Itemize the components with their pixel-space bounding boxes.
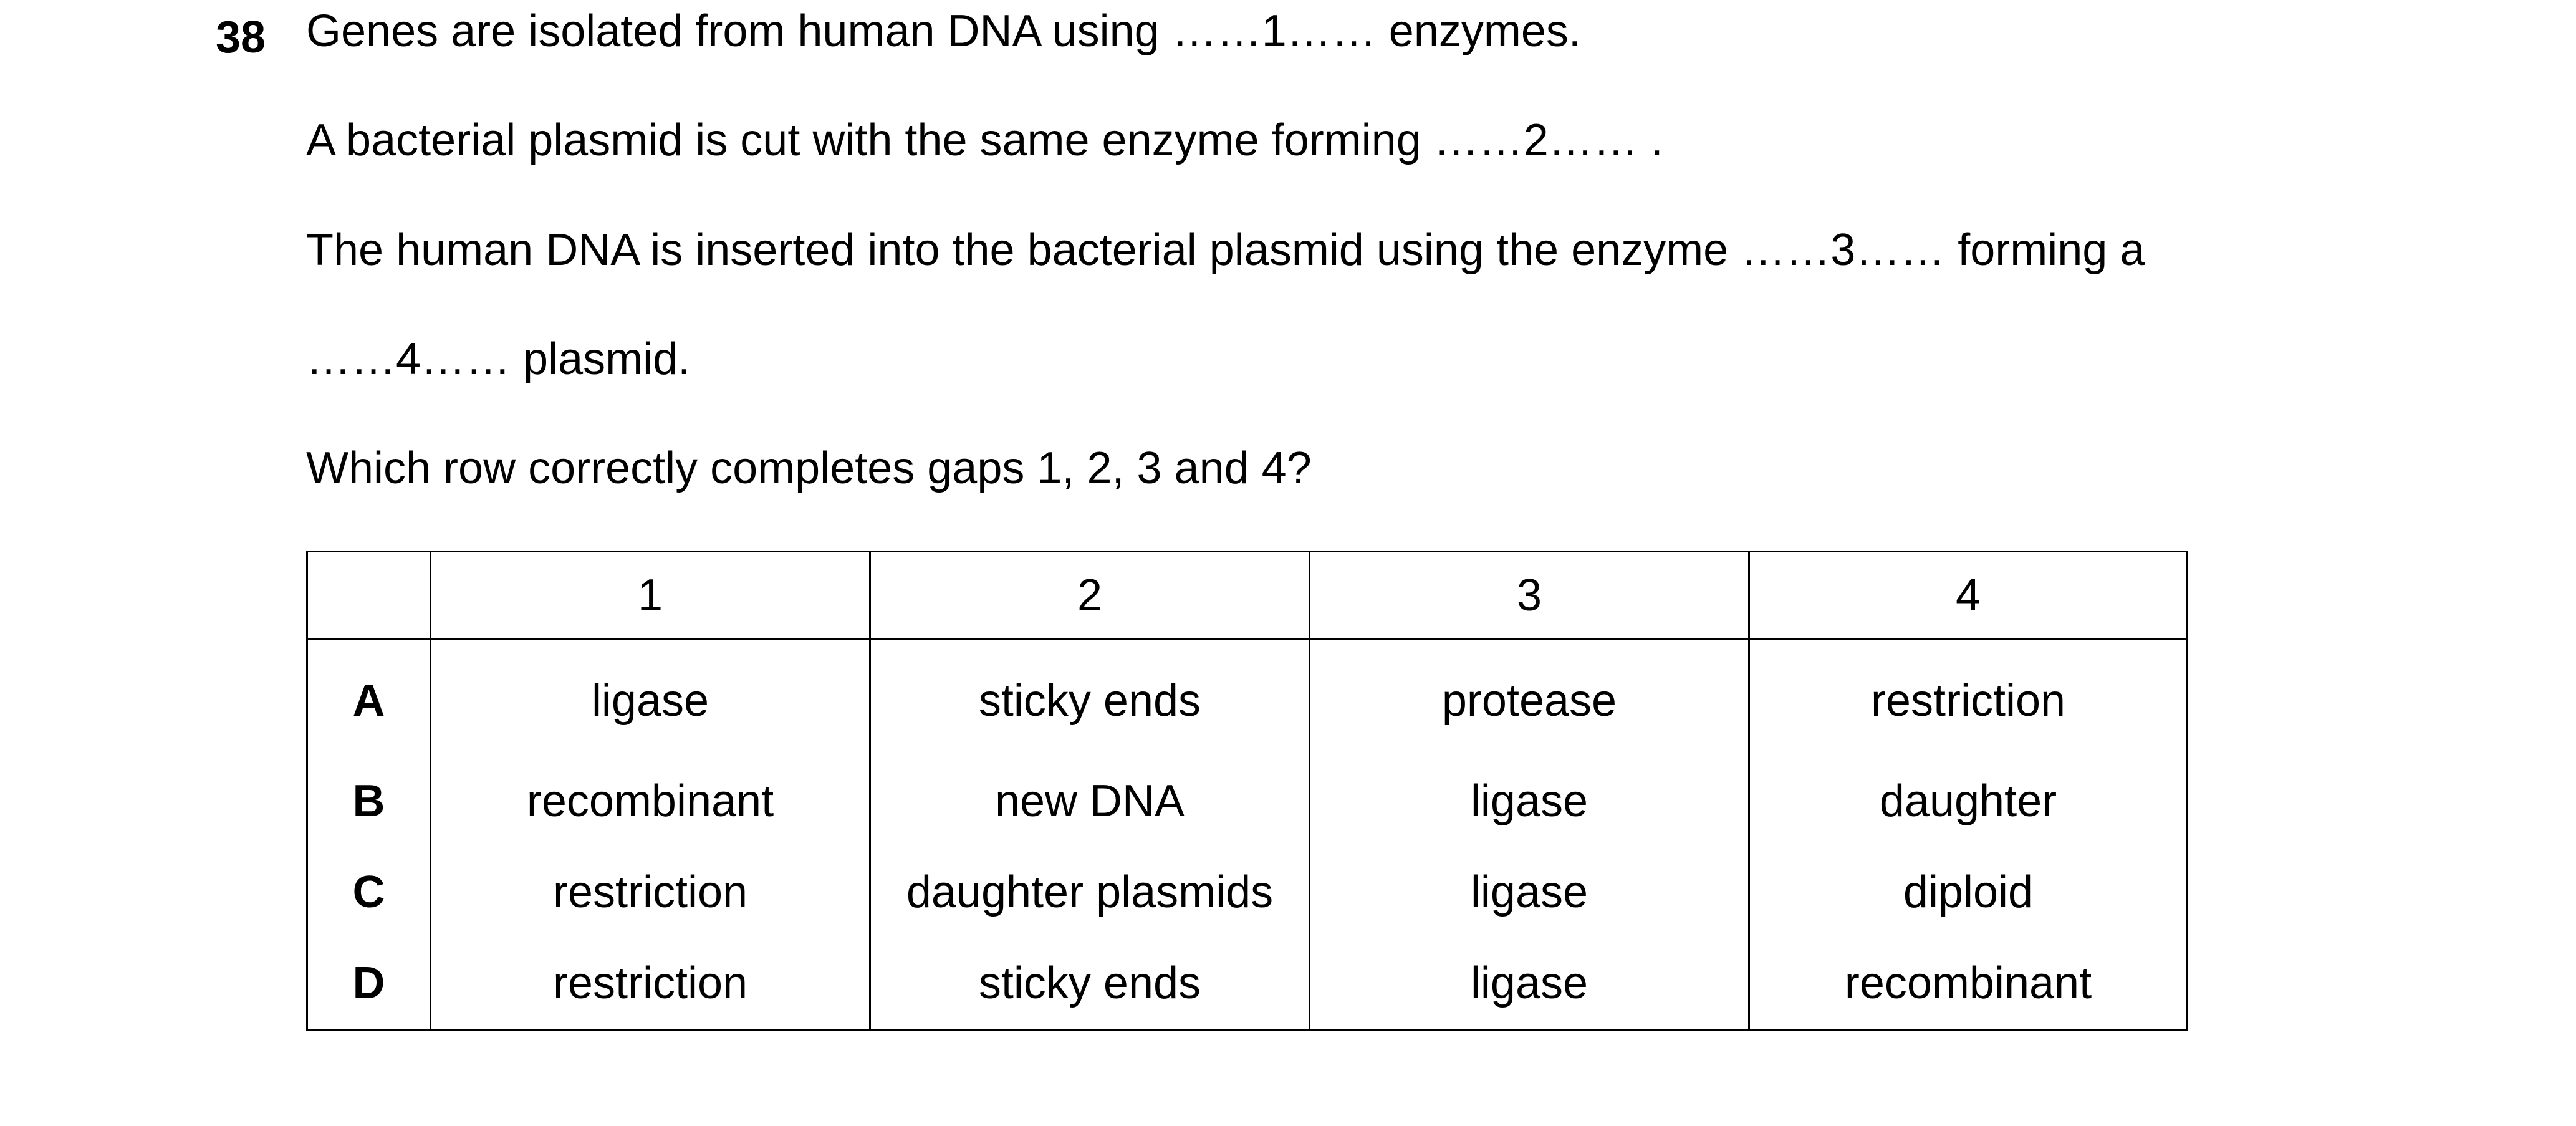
table-cell: ligase — [1310, 938, 1749, 1030]
row-letter: A — [307, 639, 431, 756]
table-cell: ligase — [431, 639, 870, 756]
header-cell-blank — [307, 552, 431, 639]
question-number: 38 — [216, 12, 266, 62]
question-prompt: Which row correctly completes gaps 1, 2, 3 and 4? — [306, 443, 1312, 493]
table-cell: restriction — [431, 938, 870, 1030]
table-cell: sticky ends — [870, 639, 1310, 756]
question-line-3: The human DNA is inserted into the bacterial plasmid using the enzyme ……3…… forming a — [306, 225, 2145, 275]
table-cell: restriction — [431, 847, 870, 938]
row-letter: B — [307, 756, 431, 847]
row-letter: C — [307, 847, 431, 938]
table-cell: new DNA — [870, 756, 1310, 847]
question-line-4: ……4…… plasmid. — [306, 334, 691, 384]
table-cell: ligase — [1310, 756, 1749, 847]
question-line-1: Genes are isolated from human DNA using ……1…… enzymes. — [306, 6, 1581, 56]
table-row-b — [307, 756, 2188, 847]
header-cell-gap-1: 1 — [431, 552, 870, 639]
table-cell: daughter plasmids — [870, 847, 1310, 938]
table-cell: ligase — [1310, 847, 1749, 938]
table-cell: diploid — [1749, 847, 2188, 938]
question-line-2: A bacterial plasmid is cut with the same enzyme forming ……2…… . — [306, 115, 1663, 165]
table-row-a — [307, 639, 2188, 756]
header-cell-gap-2: 2 — [870, 552, 1310, 639]
table-cell: protease — [1310, 639, 1749, 756]
table-row-c — [307, 847, 2188, 938]
table-cell: restriction — [1749, 639, 2188, 756]
header-cell-gap-4: 4 — [1749, 552, 2188, 639]
table-header-row — [307, 552, 2188, 639]
table-cell: daughter — [1749, 756, 2188, 847]
header-cell-gap-3: 3 — [1310, 552, 1749, 639]
answer-table — [306, 551, 2188, 1031]
row-letter: D — [307, 938, 431, 1030]
table-row-d — [307, 938, 2188, 1030]
table-cell: recombinant — [1749, 938, 2188, 1030]
table-cell: recombinant — [431, 756, 870, 847]
table-cell: sticky ends — [870, 938, 1310, 1030]
